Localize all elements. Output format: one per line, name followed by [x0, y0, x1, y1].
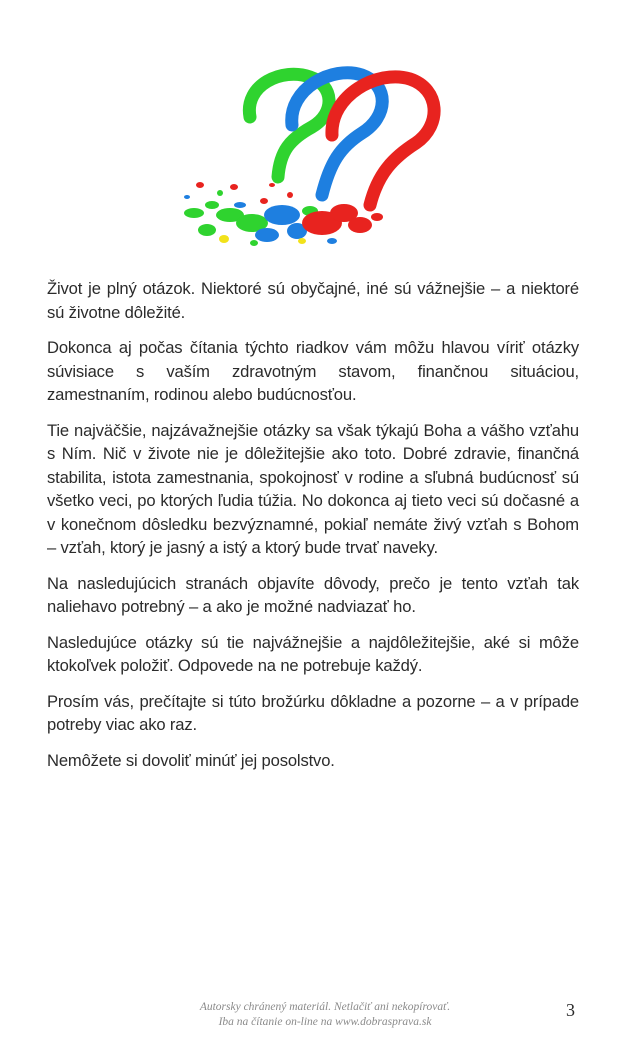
paragraph: Prosím vás, prečítajte si túto brožúrku dôkladne a pozorne – a v prípade potreby viac ako raz.: [47, 691, 579, 734]
paragraph: Nemôžete si dovoliť minúť jej posolstvo.: [47, 750, 335, 770]
paragraph: Tie najväčšie, najzávažnejšie otázky sa však týkajú Boha a vášho vzťahu s Ním. Nič v živote nie je dôležitejšie ako toto. Dobré zdravie, finančná stabilita, istota zamestnania, spokojnosť v rodine a sľubná budúcnosť sú všetko veci, po ktorých ľudia túžia. No dokonca aj tieto veci sú dočasné a v konečnom dôsledku bezvýznamné, pokiaľ nemáte živý vzťah s Bohom – vzťah, ktorý je jasný a istý a ktorý bude trvať naveky.: [47, 420, 579, 557]
page-number: 3: [566, 1000, 575, 1020]
paint-splatter: [184, 182, 383, 246]
paragraph: Na nasledujúcich stranách objavíte dôvody, prečo je tento vzťah tak naliehavo potrebný – a ako je možné nadviazať ho.: [47, 573, 579, 616]
copyright-line: Autorsky chránený materiál. Netlačiť ani nekopírovať.: [199, 1001, 451, 1013]
body-text: [47, 277, 579, 784]
paragraph: Nasledujúce otázky sú tie najvážnejšie a najdôležitejšie, aké si môže ktokoľvek položiť. Odpovede na ne potrebuje každý.: [47, 632, 579, 675]
copyright-notice: [150, 1000, 500, 1030]
question-marks-icon: [172, 55, 462, 255]
website-line: Iba na čítanie on-line na www.dobrasprava.sk: [218, 1016, 432, 1028]
paragraph: Život je plný otázok. Niektoré sú obyčajné, iné sú vážnejšie – a niektoré sú životne dôležité.: [47, 279, 579, 322]
paragraph: Dokonca aj počas čítania týchto riadkov vám môžu hlavou víriť otázky súvisiace s vaším zdravotným stavom, finančnou situáciou, zamestnaním, rodinou alebo budúcnosťou.: [47, 338, 579, 404]
